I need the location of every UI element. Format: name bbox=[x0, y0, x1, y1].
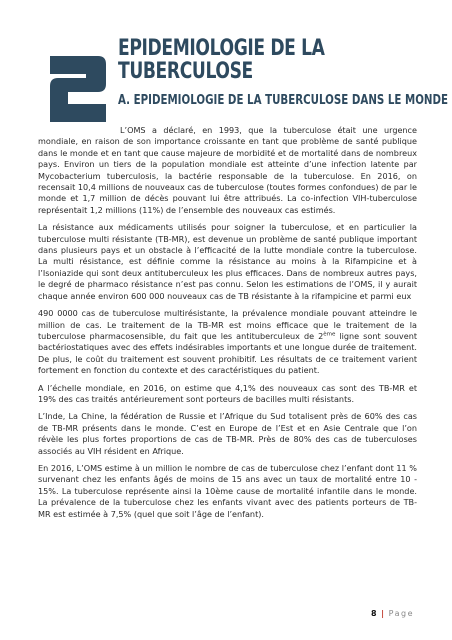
superscript-eme: ème bbox=[323, 331, 336, 338]
chapter-title-line1: EPIDEMIOLOGIE DE LA bbox=[118, 36, 325, 61]
numeral-2-mark-icon bbox=[46, 46, 110, 128]
paragraph-5: L’Inde, La Chine, la fédération de Russie et l’Afrique du Sud totalisent près de 60% des cas de TB-MR présents dans le monde. C’est en Europe de l’Est et en Asie Centrale que l’on révèle les plus fortes proportions de cas de TB-MR. Près de 80% des cas de tuberculoses associés au VIH résident en Afrique. bbox=[38, 411, 417, 456]
footer-separator: | bbox=[381, 609, 385, 618]
paragraph-2: La résistance aux médicaments utilisés pour soigner la tuberculose, et en particulier la tuberculose multi résistante (TB-MR), est devenue un problème de santé publique important dans plusieurs pays et un obstacle à l’efficacité de la lutte mondiale contre la tuberculose. La multi résistance, est définie comme la résistance au moins à la Rifampicine et à l’Isoniazide qui sont deux antituberculeux les plus efficaces. Dans de nombreux autres pays, le degré de pharmaco résistance n’est pas connu. Selon les estimations de l’OMS, il y aurait chaque année environ 600 000 nouveaux cas de TB résistante à la rifampicine et parmi eux bbox=[38, 222, 417, 301]
paragraph-1: L’OMS a déclaré, en 1993, que la tuberculose était une urgence mondiale, en raison de son importance croissante en tant que problème de santé publique dans le monde et en tant que cause majeure de morbidité et de mortalité dans de nombreux pays. Environ un tiers de la population mondiale est atteinte d’une infection latente par Mycobacterium tuberculosis, la bactérie responsable de la tuberculose. En 2016, on recensait 10,4 millions de nouveaux cas de tuberculose (toutes formes confondues) de par le monde et 1,7 million de décès pouvant lui être attribués. La co-infection VIH-tuberculose représentait 1,2 millions (11%) de l’ensemble des nouveaux cas estimés. bbox=[38, 125, 417, 215]
paragraph-6: En 2016, L’OMS estime à un million le nombre de cas de tuberculose chez l’enfant dont 11 % survenant chez les enfants âgés de moins de 15 ans avec un taux de mortalité entre 10 - 15%. La tuberculose représente ainsi la 10ème cause de mortalité infantile dans le monde. La prévalence de la tuberculose chez les enfants vivant avec des patients porteurs de TB- MR est estimée à 7,5% (quel que soit l’âge de l’enfant). bbox=[38, 462, 417, 519]
page-label: Page bbox=[388, 609, 414, 618]
chapter-title-line2: TUBERCULOSE bbox=[118, 59, 253, 84]
chapter-title bbox=[118, 37, 368, 83]
paragraph-3-part-a: 490 0000 cas de tuberculose multirésistante, la prévalence mondiale pouvant atteindre le million de cas. Le traitement de la TB-MR est moins efficace que le traitement de la tuberculose pharmacosensible, du fait que les antituberculeux de 2 bbox=[38, 308, 417, 341]
paragraph-3 bbox=[38, 308, 417, 376]
section-subtitle: A. EPIDEMIOLOGIE DE LA TUBERCULOSE DANS LE MONDE bbox=[118, 92, 449, 108]
paragraph-4: A l’échelle mondiale, en 2016, on estime que 4,1% des nouveaux cas sont des TB-MR et 19% des cas traités antérieurement sont porteurs de bacilles multi résistants. bbox=[38, 382, 417, 404]
paragraph-3-part-b: ligne sont souvent bactériostatiques avec des effets indésirables importants et une longue durée de traitement. De plus, le coût du traitement est souvent prohibitif. Les résultats de ce traitement varient fortement en fonction du contexte et des caractéristiques du patient. bbox=[38, 330, 417, 376]
page-number: 8 bbox=[371, 609, 377, 618]
page-footer bbox=[371, 609, 414, 618]
body-text bbox=[38, 125, 417, 526]
